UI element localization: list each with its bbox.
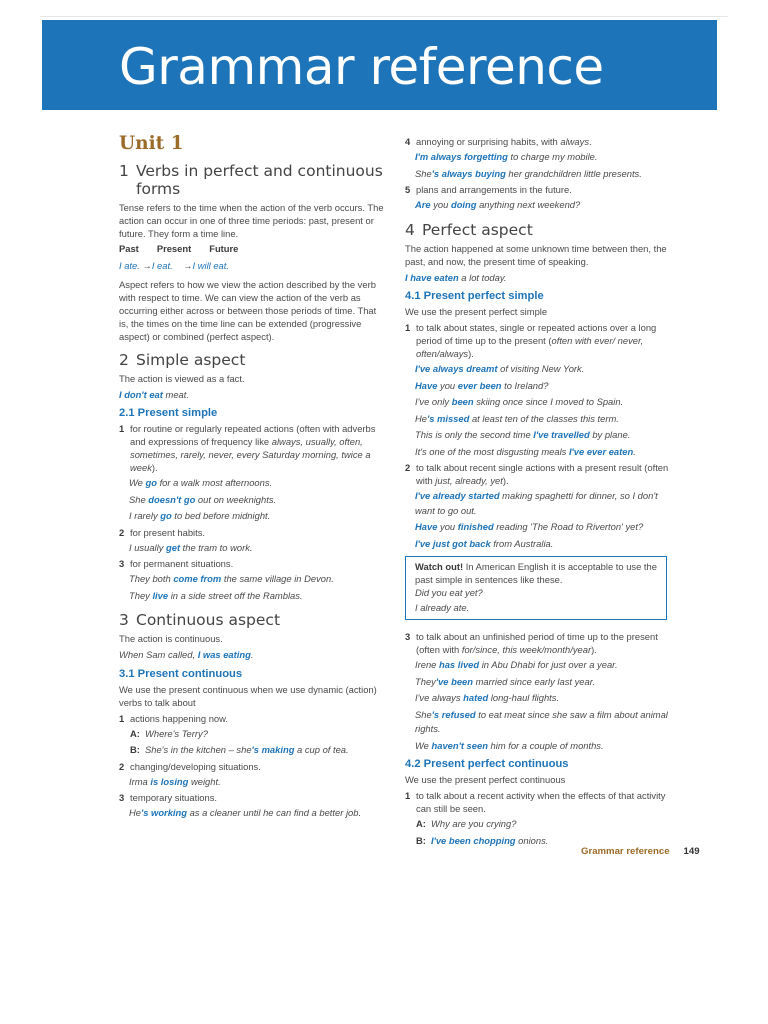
example-text: I usually <box>129 541 166 553</box>
highlight: 've been <box>435 675 473 687</box>
paragraph: Aspect refers to how we view the action described by the verb with respect to time. We can view the action of the verb as occurring either across or between those periods of time. That is, the times on the time line can be extended (progressive aspect) or combined (perfect aspect). <box>119 278 377 342</box>
example-text: a lot today. <box>458 271 507 283</box>
highlight: has lived <box>438 659 480 670</box>
dialogue-line <box>405 817 673 832</box>
example-text: of visiting New York. <box>497 363 585 374</box>
highlight: 's making <box>251 744 295 755</box>
highlight: doing <box>450 199 477 210</box>
section-title: Perfect aspect <box>422 220 533 239</box>
section-title: Verbs in perfect and continuous forms <box>136 162 383 198</box>
label-past: Past <box>119 243 139 254</box>
dialogue-text: onions. <box>515 834 549 846</box>
item-italic: often with ever/ never, often/always <box>416 335 644 359</box>
section-4-heading <box>405 221 673 239</box>
section-2-heading <box>119 351 387 369</box>
example-text: . <box>633 445 636 457</box>
example <box>119 388 387 403</box>
example-text: for a walk most afternoons. <box>156 477 273 488</box>
subsection-heading: 2.1 Present simple <box>119 407 218 419</box>
highlight: I've already started <box>415 490 500 501</box>
example <box>405 445 673 460</box>
example <box>405 675 673 690</box>
example <box>405 658 673 673</box>
example-text: They both <box>129 573 174 584</box>
dialogue-line <box>119 743 387 758</box>
example <box>405 379 673 394</box>
watch-out-text: In American English it is acceptable to use the past simple in sentences like these. <box>415 561 657 585</box>
example <box>405 537 673 552</box>
example-text: her grandchildren little presents. <box>505 167 642 179</box>
example-text: . <box>250 649 254 660</box>
subsection-heading: 4.2 Present perfect continuous <box>405 758 569 770</box>
item-text: annoying or surprising habits, with <box>416 136 561 147</box>
example-text: as a cleaner until he can find a better job. <box>186 807 362 818</box>
item-text: for permanent situations. <box>130 558 234 569</box>
paragraph: The action happened at some unknown time between then, the past, and now, the present time of speaking. <box>405 242 667 267</box>
paragraph: We use the present perfect simple <box>405 306 548 317</box>
example-text: by plane. <box>589 429 631 440</box>
watch-out-label: Watch out! <box>415 561 464 572</box>
highlight: I've ever eaten <box>568 445 634 457</box>
dialogue-text: a cup of tea. <box>294 744 349 755</box>
page-number: 149 <box>683 846 700 857</box>
highlight: 's working <box>140 807 187 818</box>
example: I already ate. <box>415 601 470 613</box>
example-text: He <box>129 807 141 818</box>
highlight: I have eaten <box>405 271 459 283</box>
example <box>119 775 387 790</box>
item-text: to talk about a recent activity when the effects of that activity can still be seen. <box>416 790 666 814</box>
example-text: out on weeknights. <box>195 493 277 505</box>
item-number: 1 <box>119 712 125 724</box>
footer-label: Grammar reference <box>581 846 670 857</box>
example <box>405 198 673 213</box>
example-text: you <box>437 379 458 391</box>
list-item <box>405 630 673 656</box>
unit-heading: Unit 1 <box>119 133 184 154</box>
highlight: come from <box>173 573 222 584</box>
watch-out-box <box>405 556 667 620</box>
example-text: the same village in Devon. <box>221 573 334 584</box>
example-text: long-haul flights. <box>488 692 560 703</box>
item-text: actions happening now. <box>130 712 228 724</box>
example-text: to Ireland? <box>501 379 549 391</box>
highlight: go <box>145 477 157 488</box>
example <box>119 541 387 556</box>
list-item <box>119 526 387 539</box>
section-3-heading <box>119 611 387 629</box>
section-1-heading <box>119 162 387 198</box>
item-text: ). <box>468 348 474 359</box>
highlight: I was eating <box>197 649 251 660</box>
paragraph: Tense refers to the time when the action of the verb occurs. The action can occur in one of three time periods: past, present or future. They form a time line. <box>119 202 384 239</box>
example-text: This is only the second time <box>415 429 534 440</box>
example-text: in a side street off the Ramblas. <box>168 589 303 601</box>
paragraph: The action is viewed as a fact. <box>119 372 245 384</box>
item-number: 2 <box>405 462 411 473</box>
list-item <box>119 760 387 773</box>
highlight: 's missed <box>426 412 470 424</box>
dialogue-text: Why are you crying? <box>431 818 517 829</box>
list-item <box>119 557 387 570</box>
section-number: 4 <box>405 220 415 239</box>
speaker-label: B: <box>416 834 426 846</box>
item-number: 1 <box>119 423 125 434</box>
highlight: ever been <box>457 379 502 391</box>
example-text: weight. <box>188 775 221 787</box>
item-text: to talk about recent single actions with a present result (often with <box>416 462 669 486</box>
example <box>119 476 387 491</box>
section-title: Simple aspect <box>136 350 246 369</box>
timeline-past: I ate. <box>119 260 140 271</box>
list-item <box>405 135 673 148</box>
highlight: live <box>152 589 169 601</box>
item-italic: always <box>560 136 590 147</box>
item-number: 3 <box>119 792 125 803</box>
top-rule <box>40 16 728 17</box>
item-text: changing/developing situations. <box>130 760 261 772</box>
example-text: to bed before midnight. <box>171 510 271 521</box>
example <box>119 572 387 587</box>
example-text: you <box>437 521 458 532</box>
dialogue-line <box>119 727 387 742</box>
list-item <box>119 712 387 725</box>
item-text: for present habits. <box>130 526 206 538</box>
example-text: anything next weekend? <box>476 199 581 210</box>
highlight: hated <box>463 692 489 703</box>
list-item <box>405 789 673 815</box>
subsection-heading: 3.1 Present continuous <box>119 667 243 680</box>
highlight: finished <box>457 521 494 532</box>
dialogue-text: She's in the kitchen – she <box>145 744 252 755</box>
highlight: 's refused <box>431 708 476 720</box>
item-italic: just, already, yet <box>435 475 503 486</box>
example-text: We <box>415 739 432 751</box>
highlight: I'm always forgetting <box>415 151 508 162</box>
item-number: 5 <box>405 184 411 195</box>
item-text: for routine or regularly repeated actions (often with adverbs and expressions of frequency like <box>130 423 376 447</box>
item-text: ). <box>151 462 158 473</box>
arrow-icon: → <box>183 260 193 271</box>
highlight: doesn't go <box>148 493 196 505</box>
list-item <box>119 422 387 474</box>
paragraph: The action is continuous. <box>119 633 223 644</box>
section-title: Continuous aspect <box>136 611 281 629</box>
example: Did you eat yet? <box>415 587 483 598</box>
item-text: to talk about an unfinished period of time up to the present (often with <box>416 631 658 655</box>
section-number: 1 <box>119 162 129 180</box>
item-text: . <box>589 136 592 147</box>
example <box>405 395 673 410</box>
example <box>405 428 673 443</box>
subsection-heading: 4.1 Present perfect simple <box>405 290 544 302</box>
item-text: plans and arrangements in the future. <box>416 184 572 195</box>
example-text: him for a couple of months. <box>487 739 604 751</box>
paragraph: We use the present continuous when we use dynamic (action) verbs to talk about <box>119 683 377 708</box>
example-text: We <box>129 477 146 488</box>
example-text: meat. <box>162 388 189 400</box>
highlight: I've always dreamt <box>415 363 498 374</box>
example <box>119 589 387 604</box>
list-item <box>405 183 673 196</box>
dialogue-text: Where's Terry? <box>145 727 208 739</box>
example <box>405 362 673 377</box>
example-text: making spaghetti for dinner, so I don't want to go out. <box>415 490 658 516</box>
highlight: Have <box>415 379 438 391</box>
page-title: Grammar reference <box>119 38 604 96</box>
highlight: been <box>451 396 474 407</box>
example-text: It's one of the most disgusting meals <box>415 445 569 457</box>
example <box>119 648 387 663</box>
highlight: I've been chopping <box>431 834 516 846</box>
timeline-labels <box>119 243 387 254</box>
example <box>405 739 673 754</box>
speaker-label: A: <box>416 818 426 829</box>
highlight: get <box>166 541 181 553</box>
example-text: Irene <box>415 659 439 670</box>
example-text: I've always <box>415 692 464 703</box>
example-text: I rarely <box>129 510 161 521</box>
example <box>405 150 673 165</box>
paragraph: We use the present perfect continuous <box>405 774 566 785</box>
section-number: 3 <box>119 611 129 629</box>
highlight: I don't eat <box>119 388 163 400</box>
example <box>405 520 673 535</box>
example-text: He <box>415 412 427 424</box>
item-number: 1 <box>405 790 411 801</box>
item-number: 3 <box>119 558 125 569</box>
speaker-label: A: <box>130 727 140 739</box>
list-item <box>405 321 673 360</box>
example <box>119 509 387 524</box>
example-text: When Sam called, <box>119 649 198 660</box>
item-text: to talk about states, single or repeated actions over a long period of time up to the present ( <box>416 322 657 346</box>
example <box>119 493 387 508</box>
example <box>119 806 387 821</box>
example-text: at least ten of the classes this term. <box>469 412 619 424</box>
timeline-future: I will eat. <box>192 260 229 271</box>
section-number: 2 <box>119 350 129 369</box>
example-text: the tram to work. <box>180 541 253 553</box>
highlight: Have <box>415 521 438 532</box>
example-text: I've only <box>415 396 452 407</box>
example-text: married since early last year. <box>473 675 596 687</box>
example <box>405 412 673 427</box>
highlight: haven't seen <box>431 739 488 751</box>
example-text: They <box>415 675 436 687</box>
item-text: ). <box>502 475 509 486</box>
example <box>405 708 673 737</box>
label-present: Present <box>156 243 192 254</box>
highlight: I've just got back <box>415 537 491 549</box>
list-item <box>405 461 673 487</box>
example-text: She <box>129 493 149 505</box>
timeline-examples <box>119 259 387 274</box>
item-number: 2 <box>119 760 125 772</box>
page-footer <box>581 846 700 857</box>
title-banner <box>42 20 717 110</box>
highlight: is losing <box>150 775 189 787</box>
example-text: to charge my mobile. <box>507 151 598 162</box>
example-text: in Abu Dhabi for just over a year. <box>479 659 618 670</box>
item-number: 2 <box>119 526 125 538</box>
example-text: reading 'The Road to Riverton' yet? <box>493 521 644 532</box>
example-text: They <box>129 589 153 601</box>
arrow-icon: → <box>142 260 152 271</box>
item-number: 1 <box>405 322 411 333</box>
label-future: Future <box>209 243 239 254</box>
example <box>405 167 673 182</box>
example-text: from Australia. <box>490 537 554 549</box>
example <box>405 691 673 706</box>
highlight: go <box>160 510 172 521</box>
example-text: you <box>430 199 451 210</box>
example <box>405 489 673 518</box>
highlight: 's always buying <box>431 167 506 179</box>
example-text: She <box>415 708 432 720</box>
example-text: skiing once since I moved to Spain. <box>473 396 624 407</box>
speaker-label: B: <box>130 744 140 755</box>
item-italic: always, usually, often, sometimes, rarely, never, every Saturday morning, twice a week <box>130 436 371 473</box>
example <box>405 271 673 286</box>
highlight: I've travelled <box>533 429 590 440</box>
left-column <box>119 130 387 823</box>
list-item <box>119 791 387 804</box>
item-text: temporary situations. <box>130 792 218 803</box>
example-text: Irma <box>129 775 151 787</box>
item-number: 3 <box>405 631 411 642</box>
item-text: ). <box>591 644 597 655</box>
example-text: She <box>415 167 432 179</box>
right-column <box>405 134 673 850</box>
highlight: Are <box>415 199 431 210</box>
timeline-present: I eat. <box>151 260 173 271</box>
item-italic: for/since, this week/month/year <box>461 644 592 655</box>
example-text: to eat meat since she saw a film about animal rights. <box>415 708 668 734</box>
item-number: 4 <box>405 136 411 147</box>
